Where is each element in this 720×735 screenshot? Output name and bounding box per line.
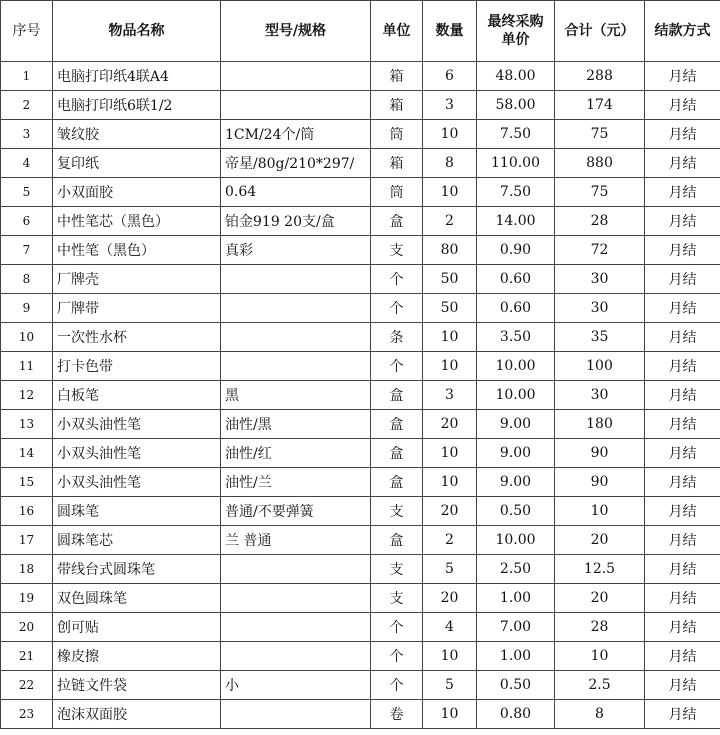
cell-settle: 月结 [645,439,720,468]
cell-qty: 2 [423,207,477,236]
cell-unit: 卷 [371,700,423,729]
header-unit: 单位 [371,1,423,62]
cell-settle: 月结 [645,613,720,642]
cell-spec: 小 [221,671,371,700]
cell-seq: 3 [1,120,53,149]
cell-total: 90 [555,439,645,468]
cell-price: 0.80 [477,700,555,729]
cell-total: 20 [555,526,645,555]
header-row [1,1,720,62]
cell-settle: 月结 [645,700,720,729]
table-row [1,410,720,439]
cell-settle: 月结 [645,149,720,178]
cell-spec [221,642,371,671]
cell-spec [221,62,371,91]
cell-total: 174 [555,91,645,120]
cell-spec [221,323,371,352]
cell-spec [221,555,371,584]
table-row [1,62,720,91]
cell-price: 9.00 [477,468,555,497]
table-row [1,555,720,584]
cell-unit: 支 [371,236,423,265]
cell-qty: 8 [423,149,477,178]
cell-total: 880 [555,149,645,178]
cell-spec: 普通/不要弹簧 [221,497,371,526]
cell-settle: 月结 [645,526,720,555]
cell-total: 100 [555,352,645,381]
cell-settle: 月结 [645,671,720,700]
cell-seq: 12 [1,381,53,410]
cell-price: 0.90 [477,236,555,265]
cell-name: 小双头油性笔 [53,439,221,468]
cell-qty: 5 [423,671,477,700]
cell-unit: 个 [371,613,423,642]
cell-name: 拉链文件袋 [53,671,221,700]
cell-total: 10 [555,642,645,671]
cell-spec: 油性/兰 [221,468,371,497]
cell-price: 7.00 [477,613,555,642]
cell-name: 电脑打印纸6联1/2 [53,91,221,120]
cell-settle: 月结 [645,265,720,294]
cell-total: 28 [555,613,645,642]
cell-unit: 盒 [371,526,423,555]
cell-settle: 月结 [645,207,720,236]
table-row [1,91,720,120]
cell-total: 20 [555,584,645,613]
cell-spec [221,294,371,323]
cell-spec [221,613,371,642]
cell-name: 圆珠笔芯 [53,526,221,555]
cell-settle: 月结 [645,410,720,439]
cell-settle: 月结 [645,120,720,149]
cell-unit: 个 [371,642,423,671]
cell-settle: 月结 [645,178,720,207]
cell-qty: 20 [423,497,477,526]
table-row [1,236,720,265]
cell-seq: 21 [1,642,53,671]
cell-seq: 9 [1,294,53,323]
cell-seq: 18 [1,555,53,584]
table-row [1,526,720,555]
cell-qty: 5 [423,555,477,584]
cell-unit: 盒 [371,468,423,497]
cell-seq: 11 [1,352,53,381]
cell-seq: 6 [1,207,53,236]
cell-total: 10 [555,497,645,526]
cell-price: 9.00 [477,439,555,468]
cell-name: 橡皮擦 [53,642,221,671]
cell-name: 复印纸 [53,149,221,178]
cell-seq: 4 [1,149,53,178]
cell-total: 180 [555,410,645,439]
cell-settle: 月结 [645,294,720,323]
cell-total: 12.5 [555,555,645,584]
cell-qty: 3 [423,381,477,410]
cell-qty: 6 [423,62,477,91]
cell-seq: 19 [1,584,53,613]
header-price [477,1,555,62]
cell-spec: 油性/红 [221,439,371,468]
cell-settle: 月结 [645,62,720,91]
cell-qty: 10 [423,700,477,729]
cell-price: 0.60 [477,294,555,323]
cell-total: 30 [555,294,645,323]
cell-name: 小双头油性笔 [53,410,221,439]
cell-spec [221,700,371,729]
cell-name: 泡沫双面胶 [53,700,221,729]
cell-settle: 月结 [645,91,720,120]
cell-qty: 20 [423,584,477,613]
cell-spec: 油性/黑 [221,410,371,439]
cell-spec [221,352,371,381]
cell-seq: 17 [1,526,53,555]
cell-qty: 80 [423,236,477,265]
cell-spec: 0.64 [221,178,371,207]
cell-seq: 13 [1,410,53,439]
cell-settle: 月结 [645,468,720,497]
cell-unit: 个 [371,352,423,381]
table-row [1,642,720,671]
cell-unit: 筒 [371,178,423,207]
cell-price: 110.00 [477,149,555,178]
cell-seq: 7 [1,236,53,265]
header-price-line2: 单价 [501,32,530,48]
header-seq: 序号 [1,1,53,62]
cell-qty: 3 [423,91,477,120]
cell-name: 小双头油性笔 [53,468,221,497]
cell-unit: 支 [371,584,423,613]
cell-qty: 50 [423,294,477,323]
table-body [1,62,720,729]
cell-spec: 真彩 [221,236,371,265]
cell-total: 35 [555,323,645,352]
table-row [1,671,720,700]
cell-qty: 10 [423,439,477,468]
cell-qty: 10 [423,120,477,149]
cell-spec: 1CM/24个/筒 [221,120,371,149]
cell-price: 10.00 [477,526,555,555]
table-row [1,323,720,352]
table-row [1,352,720,381]
cell-price: 9.00 [477,410,555,439]
cell-settle: 月结 [645,555,720,584]
cell-spec [221,91,371,120]
cell-price: 10.00 [477,381,555,410]
cell-name: 带线台式圆珠笔 [53,555,221,584]
cell-qty: 50 [423,265,477,294]
cell-name: 皱纹胶 [53,120,221,149]
cell-unit: 个 [371,294,423,323]
cell-name: 中性笔芯（黑色） [53,207,221,236]
cell-seq: 14 [1,439,53,468]
cell-qty: 10 [423,642,477,671]
cell-price: 7.50 [477,120,555,149]
cell-total: 90 [555,468,645,497]
cell-total: 28 [555,207,645,236]
header-name: 物品名称 [53,1,221,62]
cell-name: 创可贴 [53,613,221,642]
table-row [1,700,720,729]
cell-name: 双色圆珠笔 [53,584,221,613]
table-row [1,613,720,642]
cell-settle: 月结 [645,236,720,265]
cell-name: 厂牌带 [53,294,221,323]
cell-unit: 支 [371,497,423,526]
cell-unit: 盒 [371,207,423,236]
cell-spec: 帝星/80g/210*297/ [221,149,371,178]
cell-seq: 22 [1,671,53,700]
header-spec: 型号/规格 [221,1,371,62]
table-row [1,265,720,294]
table-row [1,497,720,526]
cell-name: 白板笔 [53,381,221,410]
cell-price: 58.00 [477,91,555,120]
cell-spec: 黑 [221,381,371,410]
cell-seq: 10 [1,323,53,352]
cell-qty: 20 [423,410,477,439]
cell-price: 10.00 [477,352,555,381]
cell-total: 75 [555,120,645,149]
table-row [1,120,720,149]
cell-seq: 5 [1,178,53,207]
cell-price: 2.50 [477,555,555,584]
cell-price: 7.50 [477,178,555,207]
table-row [1,149,720,178]
header-settle: 结款方式 [645,1,720,62]
cell-total: 8 [555,700,645,729]
cell-total: 75 [555,178,645,207]
cell-unit: 盒 [371,381,423,410]
cell-name: 打卡色带 [53,352,221,381]
cell-name: 小双面胶 [53,178,221,207]
cell-price: 1.00 [477,584,555,613]
header-price-line1: 最终采购 [487,14,544,30]
cell-settle: 月结 [645,381,720,410]
header-total: 合计（元） [555,1,645,62]
cell-name: 电脑打印纸4联A4 [53,62,221,91]
cell-qty: 2 [423,526,477,555]
cell-unit: 条 [371,323,423,352]
cell-settle: 月结 [645,642,720,671]
cell-unit: 个 [371,671,423,700]
cell-seq: 23 [1,700,53,729]
cell-unit: 箱 [371,149,423,178]
cell-unit: 个 [371,265,423,294]
cell-seq: 20 [1,613,53,642]
cell-total: 288 [555,62,645,91]
cell-unit: 盒 [371,410,423,439]
table-row [1,178,720,207]
cell-name: 中性笔（黑色） [53,236,221,265]
table-row [1,294,720,323]
cell-spec: 铂金919 20支/盒 [221,207,371,236]
cell-qty: 10 [423,323,477,352]
cell-seq: 16 [1,497,53,526]
table-row [1,381,720,410]
cell-total: 72 [555,236,645,265]
cell-total: 30 [555,265,645,294]
cell-unit: 箱 [371,62,423,91]
cell-settle: 月结 [645,323,720,352]
cell-seq: 2 [1,91,53,120]
cell-unit: 箱 [371,91,423,120]
cell-total: 30 [555,381,645,410]
cell-qty: 10 [423,352,477,381]
table-row [1,439,720,468]
table-row [1,207,720,236]
cell-price: 0.50 [477,671,555,700]
cell-price: 48.00 [477,62,555,91]
cell-spec [221,265,371,294]
header-qty: 数量 [423,1,477,62]
cell-name: 一次性水杯 [53,323,221,352]
cell-name: 厂牌壳 [53,265,221,294]
cell-unit: 筒 [371,120,423,149]
cell-price: 1.00 [477,642,555,671]
cell-spec [221,584,371,613]
cell-seq: 15 [1,468,53,497]
cell-qty: 10 [423,178,477,207]
table-row [1,584,720,613]
cell-seq: 8 [1,265,53,294]
cell-name: 圆珠笔 [53,497,221,526]
table-row [1,468,720,497]
cell-qty: 4 [423,613,477,642]
cell-price: 14.00 [477,207,555,236]
cell-seq: 1 [1,62,53,91]
cell-total: 2.5 [555,671,645,700]
cell-spec: 兰 普通 [221,526,371,555]
cell-settle: 月结 [645,352,720,381]
cell-unit: 盒 [371,439,423,468]
cell-settle: 月结 [645,584,720,613]
cell-price: 0.60 [477,265,555,294]
cell-unit: 支 [371,555,423,584]
cell-qty: 10 [423,468,477,497]
cell-price: 3.50 [477,323,555,352]
cell-settle: 月结 [645,497,720,526]
cell-price: 0.50 [477,497,555,526]
